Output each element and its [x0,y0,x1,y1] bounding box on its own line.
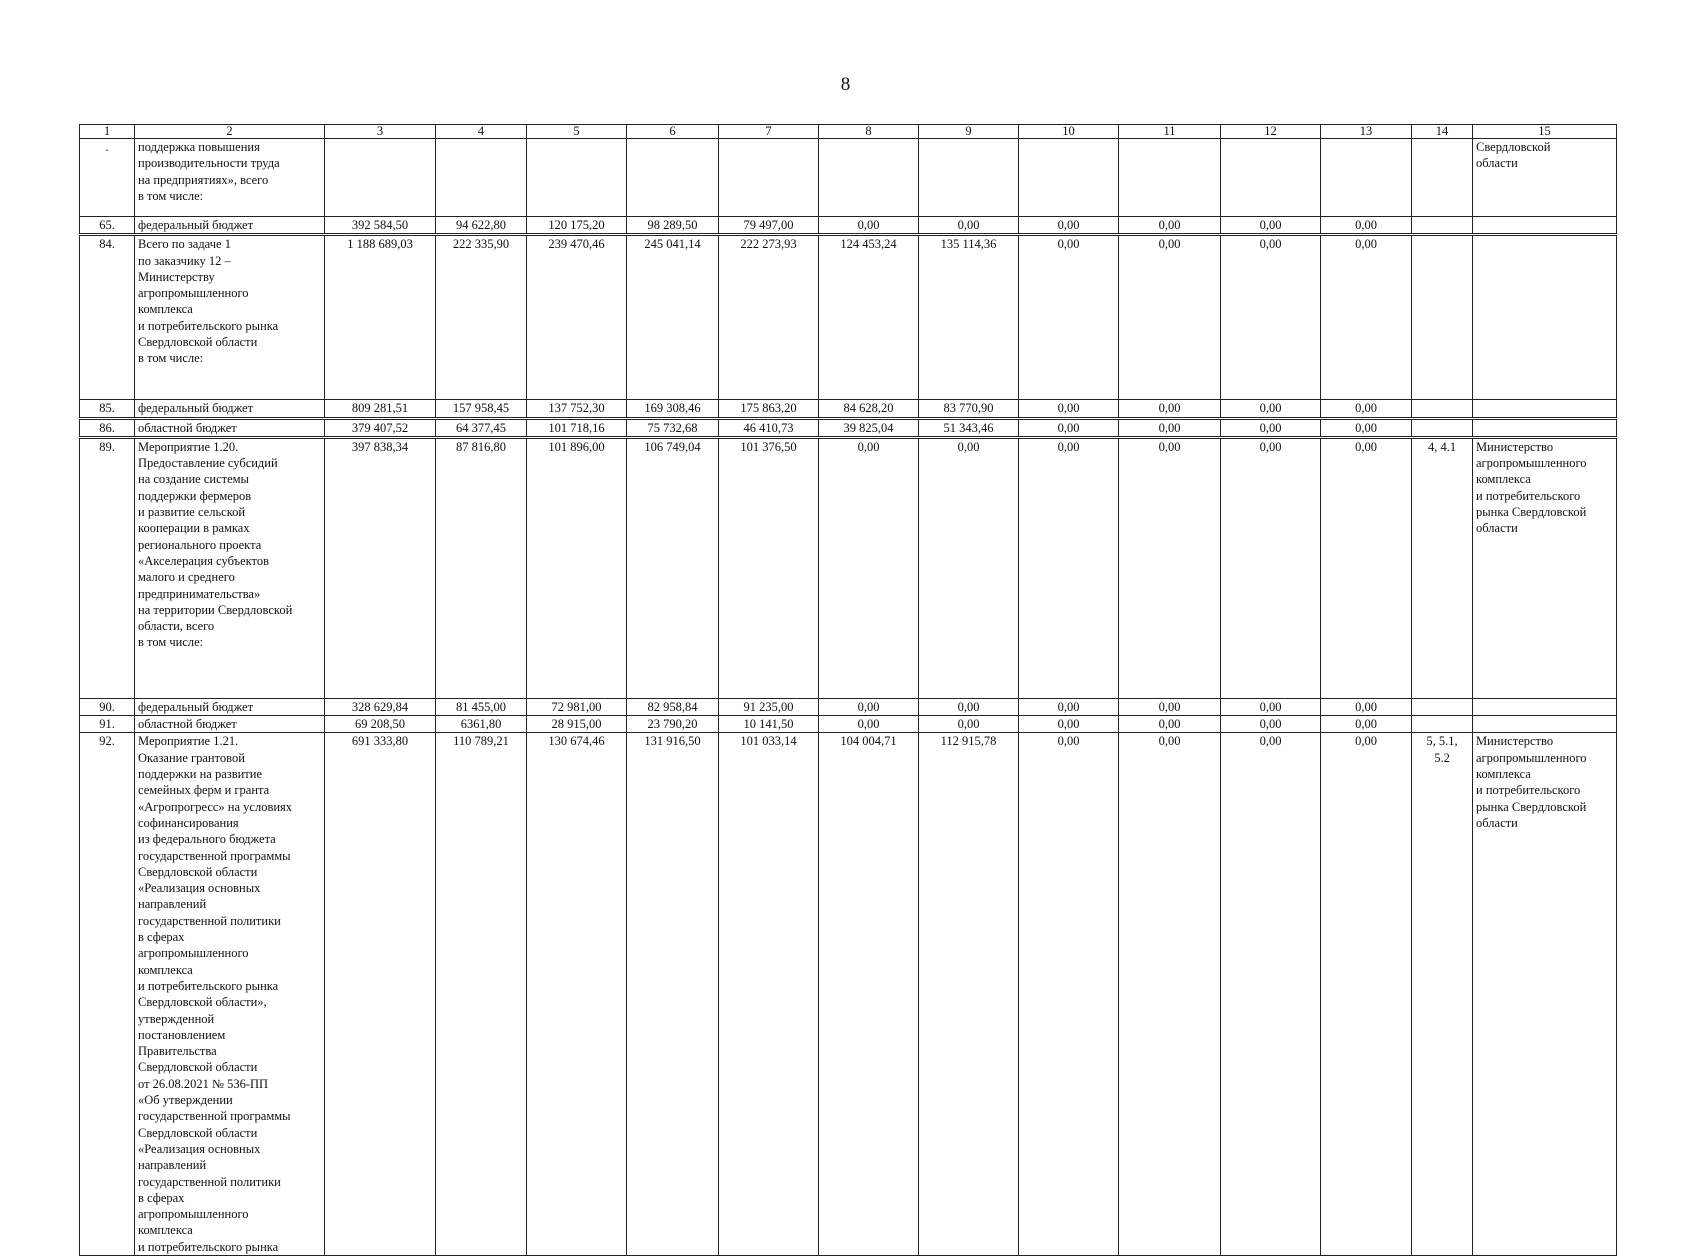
amount-cell: 222 273,93 [719,235,819,400]
amount-cell: 0,00 [1119,716,1221,733]
target-index-cell [1412,418,1473,437]
amount-cell: 101 896,00 [527,437,627,698]
executor-cell: Министерство агропромышленного комплекса и потребительского рынка Свердловской области [1473,437,1617,698]
table-row [80,733,1617,1256]
amount-cell: 39 825,04 [819,418,919,437]
amount-cell: 0,00 [1119,400,1221,418]
amount-cell: 0,00 [819,437,919,698]
column-number: 12 [1221,125,1321,139]
executor-cell: Свердловской области [1473,139,1617,217]
amount-cell [627,139,719,217]
amount-cell: 0,00 [1221,217,1321,235]
target-index-cell [1412,698,1473,715]
amount-cell: 98 289,50 [627,217,719,235]
amount-cell: 64 377,45 [436,418,527,437]
amount-cell: 0,00 [919,217,1019,235]
executor-cell [1473,217,1617,235]
amount-cell: 51 343,46 [919,418,1019,437]
amount-cell: 0,00 [1221,235,1321,400]
amount-cell [919,139,1019,217]
amount-cell: 0,00 [1321,400,1412,418]
amount-cell [1019,139,1119,217]
amount-cell: 0,00 [1019,716,1119,733]
amount-cell [1321,139,1412,217]
amount-cell: 0,00 [919,698,1019,715]
amount-cell: 101 376,50 [719,437,819,698]
amount-cell: 809 281,51 [325,400,436,418]
column-number: 3 [325,125,436,139]
amount-cell: 397 838,34 [325,437,436,698]
amount-cell [819,139,919,217]
description-cell: федеральный бюджет [135,217,325,235]
table-row [80,418,1617,437]
amount-cell: 104 004,71 [819,733,919,1256]
amount-cell: 0,00 [1119,733,1221,1256]
column-number: 8 [819,125,919,139]
amount-cell: 0,00 [1321,235,1412,400]
executor-cell [1473,716,1617,733]
amount-cell: 69 208,50 [325,716,436,733]
amount-cell: 0,00 [1019,400,1119,418]
amount-cell: 157 958,45 [436,400,527,418]
target-index-cell [1412,217,1473,235]
amount-cell: 0,00 [1019,418,1119,437]
amount-cell: 245 041,14 [627,235,719,400]
description-cell: областной бюджет [135,418,325,437]
table-row [80,217,1617,235]
amount-cell: 101 718,16 [527,418,627,437]
executor-cell: Министерство агропромышленного комплекса и потребительского рынка Свердловской области [1473,733,1617,1256]
amount-cell: 392 584,50 [325,217,436,235]
page-number: 8 [840,74,851,95]
amount-cell: 82 958,84 [627,698,719,715]
amount-cell: 0,00 [1321,733,1412,1256]
amount-cell: 0,00 [1119,418,1221,437]
table-row [80,235,1617,400]
amount-cell: 0,00 [1019,698,1119,715]
amount-cell: 46 410,73 [719,418,819,437]
amount-cell [436,139,527,217]
amount-cell: 0,00 [1221,400,1321,418]
row-number-cell: 90. [80,698,135,715]
amount-cell: 0,00 [1119,235,1221,400]
amount-cell: 91 235,00 [719,698,819,715]
amount-cell: 72 981,00 [527,698,627,715]
amount-cell: 120 175,20 [527,217,627,235]
amount-cell: 112 915,78 [919,733,1019,1256]
amount-cell: 79 497,00 [719,217,819,235]
amount-cell [527,139,627,217]
table-row [80,139,1617,217]
column-number: 2 [135,125,325,139]
row-number-cell: 86. [80,418,135,437]
amount-cell: 0,00 [1019,235,1119,400]
amount-cell: 23 790,20 [627,716,719,733]
amount-cell: 137 752,30 [527,400,627,418]
amount-cell: 0,00 [1221,733,1321,1256]
amount-cell: 0,00 [1221,698,1321,715]
description-cell: Мероприятие 1.21. Оказание грантовой поддержки на развитие семейных ферм и гранта «Агропрогресс» на условиях софинансирования из федерального бюджета государственной программы Свердловской области «Реализация основных направлений государственной политики в сферах агропромышленного комплекса и потребительского рынка Свердловской области», утвержденной постановлением Правительства Свердловской области от 26.08.2021 № 536-ПП «Об утверждении государственной программы Свердловской области «Реализация основных направлений государственной политики в сферах агропромышленного комплекса и потребительского рынка [135,733,325,1256]
amount-cell: 0,00 [919,437,1019,698]
amount-cell: 239 470,46 [527,235,627,400]
column-number: 6 [627,125,719,139]
target-index-cell: 5, 5.1, 5.2 [1412,733,1473,1256]
column-number: 5 [527,125,627,139]
amount-cell: 94 622,80 [436,217,527,235]
column-number: 9 [919,125,1019,139]
description-cell: Мероприятие 1.20. Предоставление субсидий на создание системы поддержки фермеров и развитие сельской кооперации в рамках регионального проекта «Акселерация субъектов малого и среднего предпринимательства» на территории Свердловской области, всего в том числе: [135,437,325,698]
amount-cell: 175 863,20 [719,400,819,418]
amount-cell: 0,00 [1221,418,1321,437]
target-index-cell [1412,139,1473,217]
amount-cell: 28 915,00 [527,716,627,733]
description-cell: поддержка повышения производительности труда на предприятиях», всего в том числе: [135,139,325,217]
amount-cell [1119,139,1221,217]
row-number-cell: 89. [80,437,135,698]
column-number: 13 [1321,125,1412,139]
executor-cell [1473,698,1617,715]
row-number-cell: . [80,139,135,217]
column-number: 11 [1119,125,1221,139]
amount-cell: 106 749,04 [627,437,719,698]
amount-cell: 0,00 [1019,217,1119,235]
amount-cell: 1 188 689,03 [325,235,436,400]
column-number: 1 [80,125,135,139]
row-number-cell: 65. [80,217,135,235]
amount-cell [719,139,819,217]
amount-cell: 0,00 [1321,698,1412,715]
amount-cell: 6361,80 [436,716,527,733]
table-row [80,716,1617,733]
amount-cell: 87 816,80 [436,437,527,698]
amount-cell: 75 732,68 [627,418,719,437]
row-number-cell: 91. [80,716,135,733]
amount-cell: 0,00 [1321,437,1412,698]
amount-cell: 0,00 [919,716,1019,733]
amount-cell: 222 335,90 [436,235,527,400]
amount-cell: 131 916,50 [627,733,719,1256]
description-cell: федеральный бюджет [135,698,325,715]
executor-cell [1473,418,1617,437]
amount-cell: 0,00 [1321,716,1412,733]
amount-cell [325,139,436,217]
amount-cell: 0,00 [819,716,919,733]
amount-cell: 379 407,52 [325,418,436,437]
column-number: 14 [1412,125,1473,139]
amount-cell: 0,00 [1321,418,1412,437]
amount-cell: 0,00 [1119,698,1221,715]
amount-cell [1221,139,1321,217]
amount-cell: 691 333,80 [325,733,436,1256]
amount-cell: 0,00 [1019,733,1119,1256]
column-number: 4 [436,125,527,139]
amount-cell: 0,00 [1019,437,1119,698]
amount-cell: 130 674,46 [527,733,627,1256]
amount-cell: 169 308,46 [627,400,719,418]
row-number-cell: 84. [80,235,135,400]
amount-cell: 83 770,90 [919,400,1019,418]
budget-table [79,124,1617,1256]
amount-cell: 0,00 [1321,217,1412,235]
description-cell: Всего по задаче 1 по заказчику 12 – Министерству агропромышленного комплекса и потребительского рынка Свердловской области в том числе: [135,235,325,400]
column-number: 15 [1473,125,1617,139]
amount-cell: 328 629,84 [325,698,436,715]
description-cell: областной бюджет [135,716,325,733]
target-index-cell [1412,400,1473,418]
executor-cell [1473,400,1617,418]
table-row [80,437,1617,698]
row-number-cell: 92. [80,733,135,1256]
amount-cell: 135 114,36 [919,235,1019,400]
amount-cell: 0,00 [1221,716,1321,733]
amount-cell: 101 033,14 [719,733,819,1256]
row-number-cell: 85. [80,400,135,418]
executor-cell [1473,235,1617,400]
target-index-cell [1412,235,1473,400]
amount-cell: 0,00 [819,698,919,715]
amount-cell: 124 453,24 [819,235,919,400]
description-cell: федеральный бюджет [135,400,325,418]
target-index-cell [1412,716,1473,733]
table-row [80,698,1617,715]
amount-cell: 0,00 [819,217,919,235]
amount-cell: 0,00 [1119,217,1221,235]
column-number: 7 [719,125,819,139]
column-number: 10 [1019,125,1119,139]
target-index-cell: 4, 4.1 [1412,437,1473,698]
amount-cell: 0,00 [1119,437,1221,698]
amount-cell: 81 455,00 [436,698,527,715]
table-row [80,400,1617,418]
column-number-row [80,125,1617,139]
amount-cell: 10 141,50 [719,716,819,733]
amount-cell: 84 628,20 [819,400,919,418]
amount-cell: 110 789,21 [436,733,527,1256]
amount-cell: 0,00 [1221,437,1321,698]
